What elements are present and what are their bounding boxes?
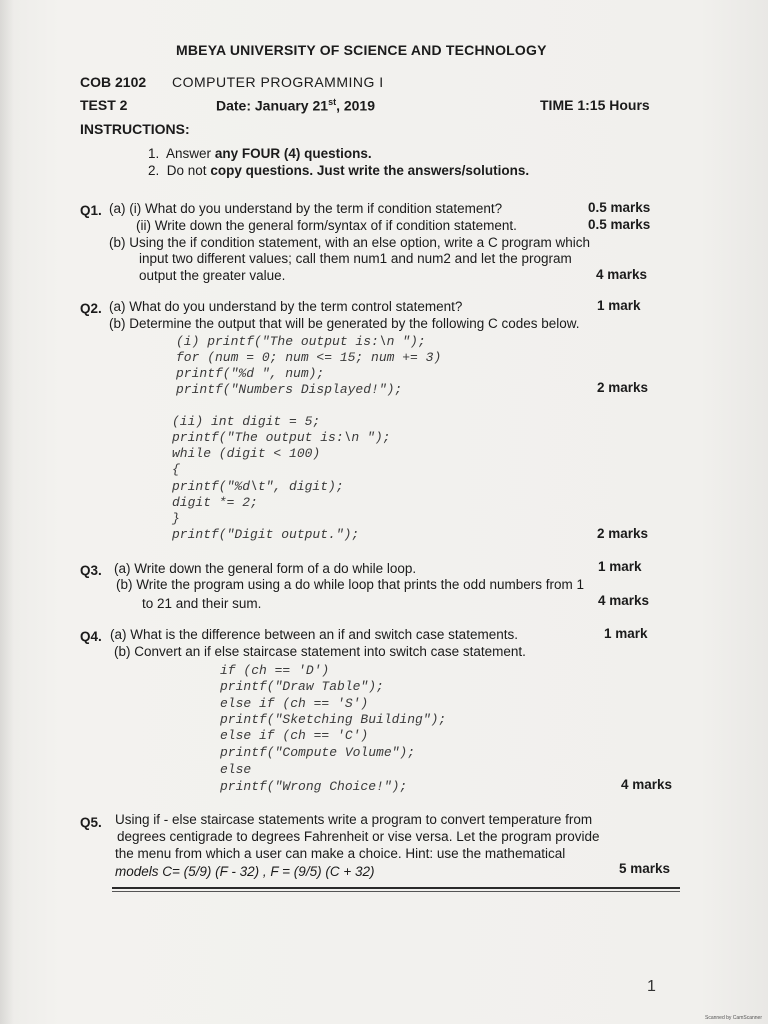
q4-b: (b) Convert an if else staircase statement into switch case statement.: [114, 644, 526, 659]
page-mark: 1: [647, 978, 656, 995]
q5-label: Q5.: [80, 815, 102, 830]
q3-a-marks: 1 mark: [598, 559, 642, 574]
q4-code-line2: printf("Draw Table");: [220, 679, 384, 694]
q2-code2-line8: printf("Digit output.");: [172, 527, 360, 542]
q1-b-line1: (b) Using the if condition statement, with an else option, write a C program which: [109, 235, 590, 250]
q5-line2: degrees centigrade to degrees Fahrenheit or vise versa. Let the program provide: [117, 829, 600, 844]
test-label: TEST 2: [80, 97, 128, 113]
q3-b-marks: 4 marks: [598, 593, 650, 608]
course-name: COMPUTER PROGRAMMING I: [172, 74, 384, 90]
q2-code2-line4: {: [172, 462, 180, 477]
q3-b-line1: (b) Write the program using a do while loop that prints the odd numbers from 1: [116, 577, 584, 592]
q2-code1-marks: 2 marks: [597, 380, 649, 395]
q4-code-line3: else if (ch == 'S'): [220, 696, 369, 711]
q2-b: (b) Determine the output that will be generated by the following C codes below.: [109, 316, 580, 331]
q4-a: (a) What is the difference between an if and switch case statements.: [110, 627, 518, 642]
q2-label: Q2.: [80, 301, 102, 316]
q4-code-line7: else: [220, 762, 252, 777]
q2-code2-line2: printf("The output is:\n ");: [172, 430, 391, 445]
q1-a-i-marks: 0.5 marks: [588, 200, 651, 215]
q5-line3: the menu from which a user can make a choice. Hint: use the mathematical: [115, 846, 566, 861]
q1-a-ii: (ii) Write down the general form/syntax of if condition statement.: [136, 218, 517, 233]
university-name: MBEYA UNIVERSITY OF SCIENCE AND TECHNOLOGY: [176, 42, 547, 58]
q5-line1: Using if - else staircase statements write a program to convert temperature from: [115, 812, 593, 827]
q2-code2-line3: while (digit < 100): [172, 446, 321, 461]
q3-a: (a) Write down the general form of a do while loop.: [114, 561, 417, 576]
q2-a-marks: 1 mark: [597, 298, 641, 313]
q5-marks: 5 marks: [619, 861, 671, 876]
q2-code1-line1: (i) printf("The output is:\n ");: [176, 334, 426, 349]
q2-code2-line7: }: [172, 511, 180, 526]
q2-code2-line5: printf("%d\t", digit);: [172, 479, 344, 494]
q2-code2-line1: (ii) int digit = 5;: [172, 414, 321, 429]
q4-label: Q4.: [80, 629, 102, 644]
q1-a-ii-marks: 0.5 marks: [588, 217, 651, 232]
scanner-footer: Scanned by CamScanner: [705, 1015, 762, 1021]
q2-code2-line6: digit *= 2;: [172, 495, 258, 510]
instruction-2: 2. Do not copy questions. Just write the answers/solutions.: [148, 163, 530, 178]
q1-a-i: (a) (i) What do you understand by the term if condition statement?: [109, 201, 503, 216]
course-code: COB 2102: [80, 74, 147, 90]
end-rule: [112, 887, 680, 889]
q2-code1-line3: printf("%d ", num);: [176, 366, 325, 381]
q4-code-line5: else if (ch == 'C'): [220, 728, 369, 743]
q4-a-marks: 1 mark: [604, 626, 648, 641]
q1-b-marks: 4 marks: [596, 267, 648, 282]
instructions-label: INSTRUCTIONS:: [80, 121, 190, 137]
instruction-1: 1. Answer any FOUR (4) questions.: [148, 146, 372, 161]
q3-b-line2: to 21 and their sum.: [142, 596, 262, 611]
q4-code-line1: if (ch == 'D'): [220, 663, 330, 678]
q2-code1-line2: for (num = 0; num <= 15; num += 3): [176, 350, 442, 365]
q4-b-marks: 4 marks: [621, 777, 673, 792]
q3-label: Q3.: [80, 563, 102, 578]
q2-code1-line4: printf("Numbers Displayed!");: [176, 382, 403, 397]
q5-line4: models C= (5/9) (F - 32) , F = (9/5) (C + 32): [115, 864, 375, 879]
end-rule-thin: [112, 891, 680, 892]
q1-label: Q1.: [80, 203, 102, 218]
q1-b-line3: output the greater value.: [139, 268, 286, 283]
q4-code-line6: printf("Compute Volume");: [220, 745, 416, 760]
q2-a: (a) What do you understand by the term control statement?: [109, 299, 463, 314]
test-date: Date: January 21st, 2019: [216, 97, 376, 114]
test-time: TIME 1:15 Hours: [540, 97, 650, 113]
q2-code2-marks: 2 marks: [597, 526, 649, 541]
q4-code-line4: printf("Sketching Building");: [220, 712, 447, 727]
q1-b-line2: input two different values; call them num1 and num2 and let the program: [139, 251, 572, 266]
q4-code-line8: printf("Wrong Choice!");: [220, 779, 408, 794]
